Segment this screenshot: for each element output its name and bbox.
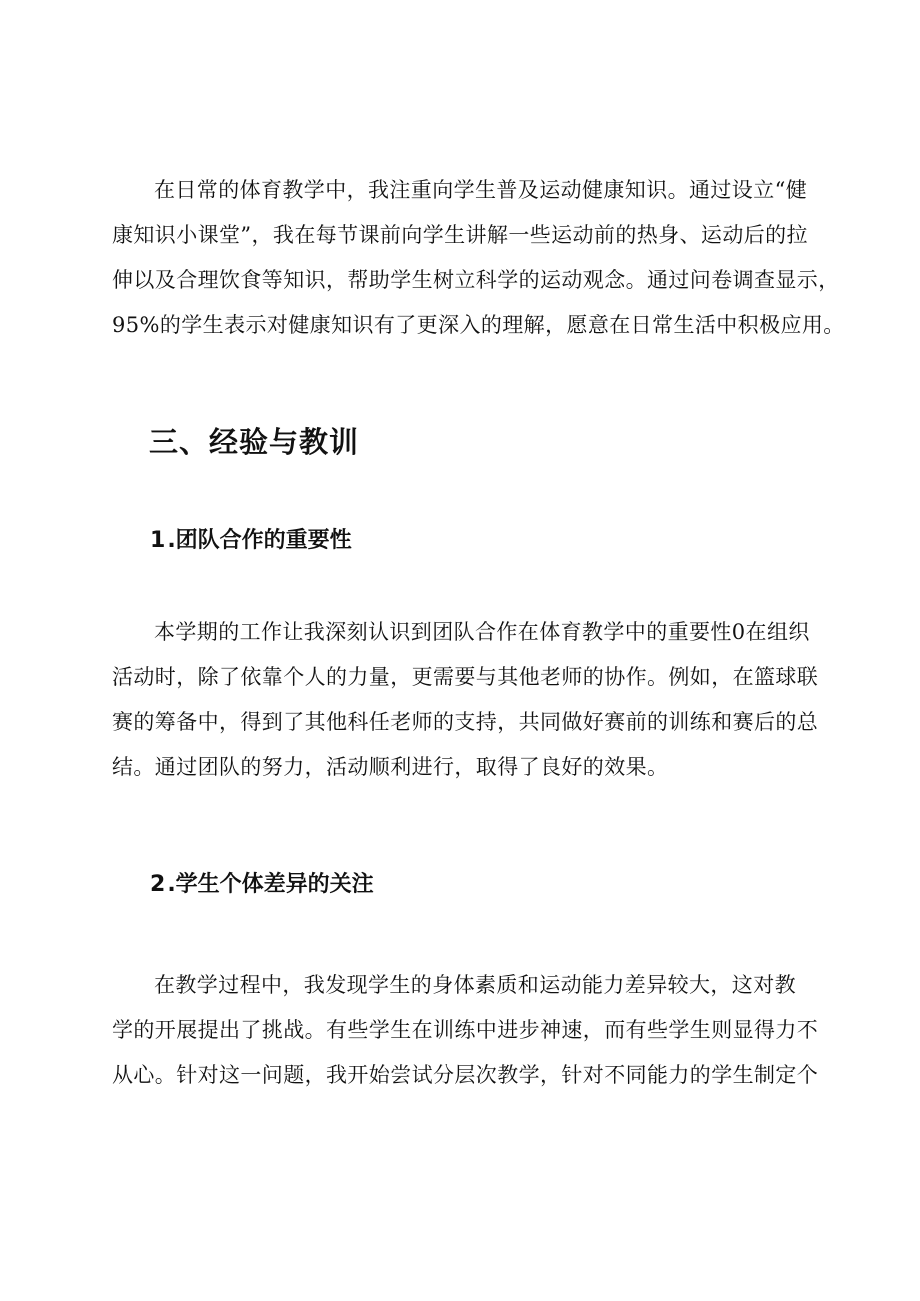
paragraph-line: 伸以及合理饮食等知识，帮助学生树立科学的运动观念。通过问卷调查显示， [112, 268, 840, 292]
sub-heading-number: 1 [150, 528, 168, 553]
paragraph-line: 从心。针对这一问题，我开始尝试分层次教学，针对不同能力的学生制定个 [112, 1063, 819, 1087]
paragraph-line: 活动时，除了依靠个人的力量，更需要与其他老师的协作。例如，在篮球联 [112, 665, 819, 689]
section-heading-experience-lessons: 三、经验与教训 [149, 425, 360, 459]
paragraph-line: 康知识小课堂”，我在每节课前向学生讲解一些运动前的热身、运动后的拉 [112, 223, 808, 247]
paragraph-line: 在教学过程中，我发现学生的身体素质和运动能力差异较大，这对教 [154, 973, 796, 997]
paragraph-line: 在日常的体育教学中，我注重向学生普及运动健康知识。通过设立“健 [154, 178, 808, 202]
sub-heading-teamwork [150, 524, 352, 558]
sub-heading-title: .学生个体差异的关注 [167, 872, 374, 897]
paragraph-line: 95%的学生表示对健康知识有了更深入的理解，愿意在日常生活中积极应用。 [112, 313, 845, 337]
paragraph-health-knowledge [112, 168, 845, 348]
paragraph-line: 赛的筹备中，得到了其他科任老师的支持，共同做好赛前的训练和赛后的总 [112, 710, 819, 734]
paragraph-line: 学的开展提出了挑战。有些学生在训练中进步神速，而有些学生则显得力不 [112, 1018, 819, 1042]
paragraph-line: 本学期的工作让我深刻认识到团队合作在体育教学中的重要性0在组织 [154, 620, 810, 644]
paragraph-teamwork [112, 610, 828, 790]
sub-heading-individual-differences [150, 868, 374, 902]
paragraph-individual-differences [112, 963, 828, 1098]
sub-heading-number: 2 [150, 872, 168, 897]
paragraph-line: 结。通过团队的努力，活动顺利进行，取得了良好的效果。 [112, 755, 669, 779]
sub-heading-title: .团队合作的重要性 [167, 528, 352, 553]
